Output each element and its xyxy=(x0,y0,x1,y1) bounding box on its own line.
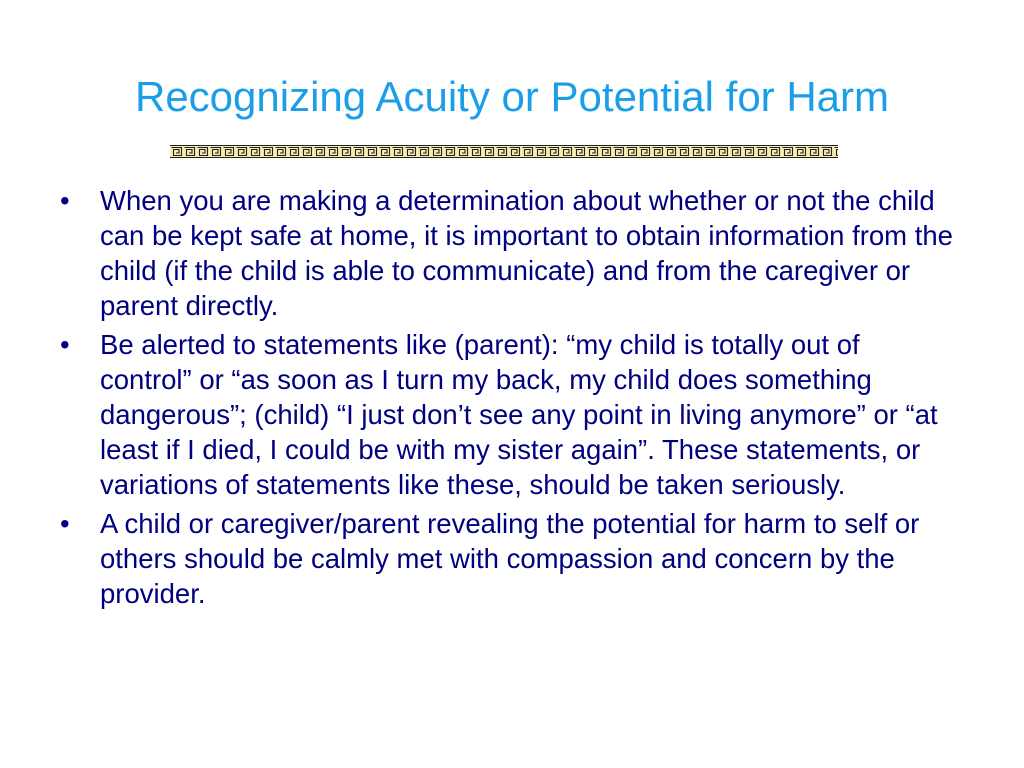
bullet-list xyxy=(58,183,958,615)
bullet-text: When you are making a determination about whether or not the child can be kept safe at home, it is important to obtain information from the child (if the child is able to communicate) and from the caregiver or parent directly. xyxy=(100,185,953,321)
bullet-item xyxy=(58,183,958,323)
bullet-dot: • xyxy=(60,185,70,216)
slide-title: Recognizing Acuity or Potential for Harm xyxy=(134,73,889,120)
bullet-text: A child or caregiver/parent revealing the potential for harm to self or others should be calmly met with compassion and concern by the provider. xyxy=(100,508,920,609)
bullet-item xyxy=(58,327,958,502)
bullet-dot: • xyxy=(60,329,70,360)
bullet-dot: • xyxy=(60,508,70,539)
bullet-item xyxy=(58,506,958,611)
greek-key-border-icon xyxy=(170,145,838,158)
bullet-text: Be alerted to statements like (parent): “my child is totally out of control” or “as soon as I turn my back, my child does something dangerous”; (child) “I just don’t see any point in living anymore” or “at least if I died, I could be with my sister again”. These statements, or variations of statements like these, should be taken seriously. xyxy=(100,329,938,500)
